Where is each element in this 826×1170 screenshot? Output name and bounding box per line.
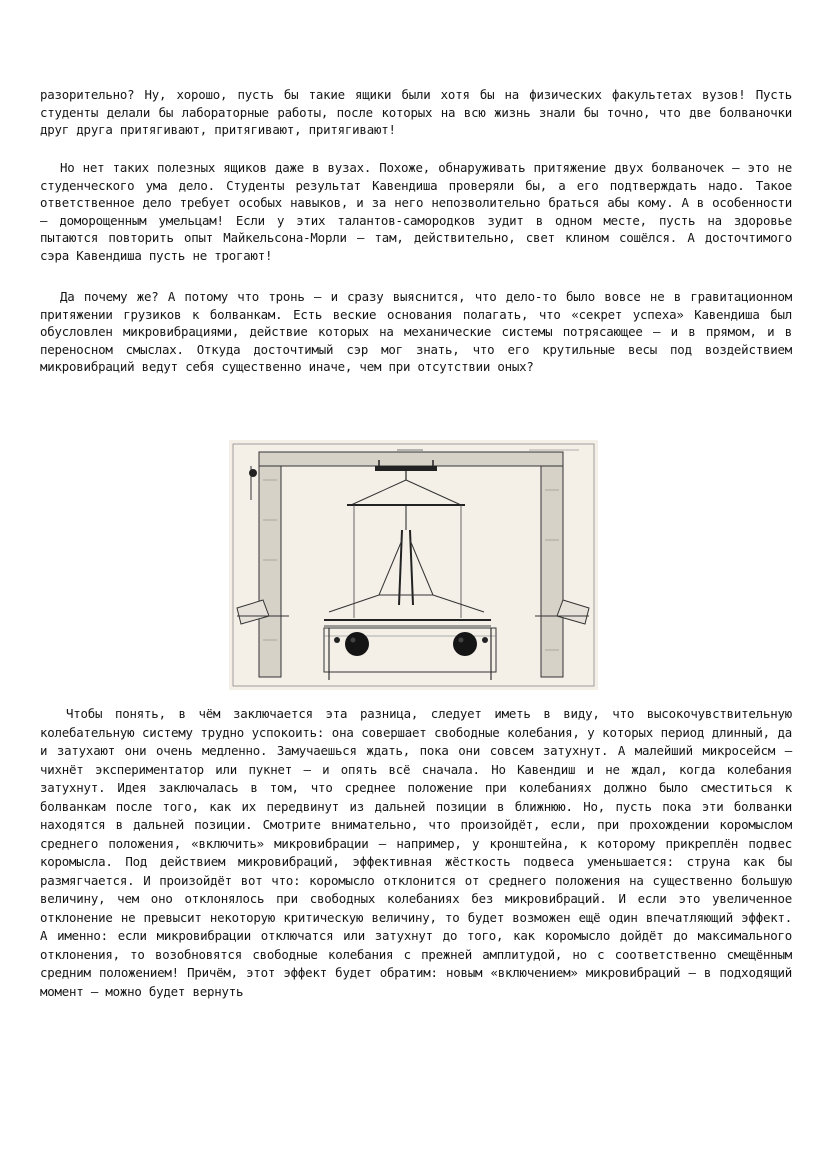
paragraph-4: Чтобы понять, в чём заключается эта разница, следует иметь в виду, что высокочувствительную колебательную систему трудно успокоить: она совершает свободные колебания, у которых период длинный, да и затухают они очень медленно. Замучаешься ждать, пока они совсем затухнут. А малейший микросейсм – чихнёт экспериментатор или пукнет – и опять всё сначала. Но Кавендиш и не ждал, когда колебания затухнут. Идея заключалась в том, что среднее положение при колебаниях должно было сместиться к болванкам после того, как их передвинут из дальней позиции в ближнюю. Но, пусть пока эти болванки находятся в дальней позиции. Смотрите внимательно, что произойдёт, если, при прохождении коромыслом среднего положения, «включить» микровибрации – например, у кронштейна, к которому прикреплён подвес коромысла. Под действием микровибраций, эффективная жёсткость подвеса уменьшается: струна как бы размягчается. И произойдёт вот что: коромысло отклонится от среднего положения на существенно большую величину, чем оно отклонялось при свободных колебаниях без микровибраций. И если это увеличенное отклонение не превысит некоторую критическую величину, то будет возможен ещё один впечатляющий эффект. А именно: если микровибрации отключатся или затухнут до того, как коромысло дойдёт до максимального отклонения, то возобновятся свободные колебания с прежней амплитудой, но с соответственно смещённым средним положением! Причём, этот эффект будет обратим: новым «включением» микровибраций – в подходящий момент – можно будет вернуть <box>40 706 792 999</box>
paragraph-1: разорительно? Ну, хорошо, пусть бы такие ящики были хотя бы на физических факультетах вузов! Пусть студенты делали бы лабораторные работы, после которых на всю жизнь знали бы точно, что две болваночки друг друга притягивают, притягивают, притягивают! <box>40 87 792 137</box>
small-weight <box>249 469 257 477</box>
right-small-ball <box>482 637 488 643</box>
left-wall <box>259 452 281 677</box>
left-lead-ball <box>345 632 369 656</box>
left-small-ball <box>334 637 340 643</box>
paragraph-3: Да почему же? А потому что тронь – и сразу выяснится, что дело-то было вовсе не в гравитационном притяжении грузиков к болванкам. Есть веские основания полагать, что «секрет успеха» Кавендиша был обусловлен микровибрациями, действие которых на механические системы потрясающее – и в прямом, и в переносном смыслах. Откуда досточтимый сэр мог знать, что его крутильные весы под воздействием микровибраций ведут себя существенно иначе, чем при отсутствии оных? <box>40 289 792 374</box>
top-rod <box>375 466 437 471</box>
ceiling <box>259 452 563 466</box>
right-lead-ball <box>453 632 477 656</box>
cavendish-apparatus-engraving <box>229 440 598 690</box>
right-wall <box>541 452 563 677</box>
paragraph-2: Но нет таких полезных ящиков даже в вузах. Похоже, обнаруживать притяжение двух болваночек – это не студенческого ума дело. Студенты результат Кавендиша проверяли бы, а его подтверждать надо. Такое ответственное дело требует особых навыков, и за него непозволительно браться абы кому. А в особенности – доморощенным умельцам! Если у этих талантов-самородков зудит в одном месте, пусть на здоровье пытаются повторить опыт Майкельсона-Морли – там, действительно, свет клином сошёлся. А досточтимого сэра Кавендиша пусть не трогают! <box>40 160 792 263</box>
